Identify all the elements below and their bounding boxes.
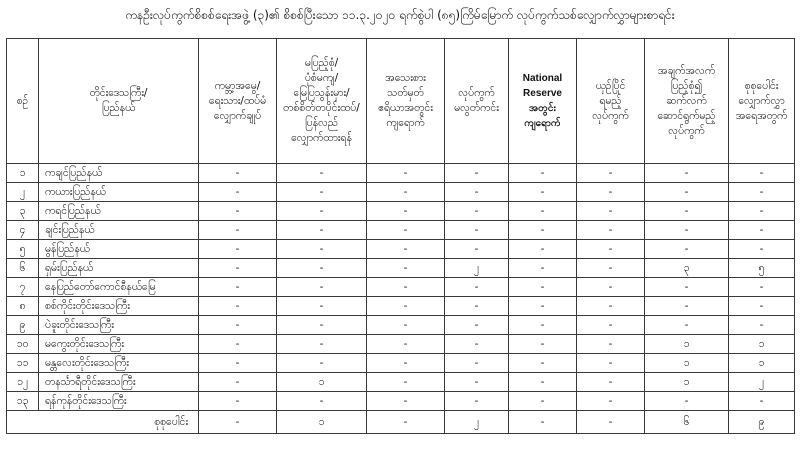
region-name-cell: ပဲခူးတိုင်းဒေသကြီး [39, 316, 199, 335]
value-cell: - [509, 202, 577, 221]
value-cell: - [445, 278, 509, 297]
value-cell: - [367, 240, 445, 259]
table-row [7, 240, 795, 259]
value-cell: - [445, 240, 509, 259]
header-row [7, 39, 795, 164]
region-name-cell: ကရင်ပြည်နယ် [39, 202, 199, 221]
value-cell: - [729, 240, 795, 259]
value-cell: ၃ [645, 259, 729, 278]
value-cell: - [199, 221, 277, 240]
table-row [7, 335, 795, 354]
value-cell: - [729, 202, 795, 221]
table-row [7, 221, 795, 240]
table-row [7, 164, 795, 183]
total-value-cell: ၂ [445, 411, 509, 434]
row-number-cell: ၁ [7, 164, 39, 183]
value-cell: - [199, 335, 277, 354]
value-cell: ၁ [277, 373, 367, 392]
region-name-cell: ချင်းပြည်နယ် [39, 221, 199, 240]
value-cell: - [577, 354, 645, 373]
value-cell: ၂ [729, 373, 795, 392]
value-cell: - [445, 316, 509, 335]
header-region: တိုင်းဒေသကြီး/ ပြည်နယ် [39, 39, 199, 164]
row-number-cell: ၃ [7, 202, 39, 221]
total-label-cell: စုစုပေါင်း [7, 411, 199, 434]
value-cell: - [199, 373, 277, 392]
header-heritage: ကမ္ဘာ့အမွေ/ ရေးသား/ထပ်မံ လျှောက်ချုပ် [199, 39, 277, 164]
value-cell: - [645, 183, 729, 202]
header-competitive: ယှဉ်ပြိုင် ရမည့် လုပ်ကွက် [577, 39, 645, 164]
value-cell: - [367, 164, 445, 183]
row-number-cell: ၅ [7, 240, 39, 259]
value-cell: - [729, 316, 795, 335]
value-cell: - [645, 221, 729, 240]
table-row [7, 354, 795, 373]
value-cell: - [577, 335, 645, 354]
region-name-cell: မွန်ပြည်နယ် [39, 240, 199, 259]
value-cell: - [199, 392, 277, 411]
table-row [7, 373, 795, 392]
value-cell: - [577, 202, 645, 221]
value-cell: - [199, 278, 277, 297]
value-cell: - [277, 354, 367, 373]
row-number-cell: ၂ [7, 183, 39, 202]
row-number-cell: ၈ [7, 297, 39, 316]
value-cell: - [577, 164, 645, 183]
value-cell: ၁ [645, 335, 729, 354]
header-proceed: အချက်အလက် ပြည့်စုံ၍ ဆက်လက် ဆောင်ရွက်မည့် လုပ်ကွက် [645, 39, 729, 164]
value-cell: - [445, 202, 509, 221]
total-value-cell: - [509, 411, 577, 434]
value-cell: - [509, 183, 577, 202]
value-cell: - [277, 183, 367, 202]
value-cell: - [577, 316, 645, 335]
value-cell: - [509, 259, 577, 278]
value-cell: - [645, 297, 729, 316]
region-name-cell: ကချင်ပြည်နယ် [39, 164, 199, 183]
value-cell: - [445, 354, 509, 373]
value-cell: - [509, 297, 577, 316]
total-value-cell: - [367, 411, 445, 434]
value-cell: - [199, 297, 277, 316]
table-row [7, 259, 795, 278]
value-cell: - [509, 373, 577, 392]
value-cell: - [509, 221, 577, 240]
value-cell: - [445, 335, 509, 354]
value-cell: - [645, 392, 729, 411]
table-row [7, 392, 795, 411]
region-name-cell: မကွေးတိုင်းဒေသကြီး [39, 335, 199, 354]
value-cell: - [509, 278, 577, 297]
value-cell: - [199, 316, 277, 335]
value-cell: - [367, 373, 445, 392]
value-cell: - [277, 316, 367, 335]
value-cell: - [577, 259, 645, 278]
total-value-cell: ၉ [729, 411, 795, 434]
region-name-cell: ရှမ်းပြည်နယ် [39, 259, 199, 278]
value-cell: - [277, 164, 367, 183]
value-cell: - [645, 316, 729, 335]
row-number-cell: ၁၂ [7, 373, 39, 392]
value-cell: - [509, 316, 577, 335]
region-name-cell: မန္တလေးတိုင်းဒေသကြီး [39, 354, 199, 373]
value-cell: ၅ [729, 259, 795, 278]
value-cell: - [509, 240, 577, 259]
value-cell: - [509, 392, 577, 411]
value-cell: - [367, 221, 445, 240]
page-title: ကနဦးလုပ်ကွက်စိစစ်ရေးအဖွဲ့ (၃)၏ စိစစ်ပြီးသော ၁၁.၃.၂၀၂၀ ရက်စွဲပါ (၈၅)ကြိမ်မြောက် လုပ်ကွက်သစ်လျှောက်လွှာများစာရင်း [125, 8, 675, 22]
row-number-cell: ၁၀ [7, 335, 39, 354]
value-cell: - [367, 335, 445, 354]
value-cell: - [445, 183, 509, 202]
value-cell: - [445, 221, 509, 240]
value-cell: - [445, 392, 509, 411]
value-cell: - [729, 183, 795, 202]
value-cell: - [277, 240, 367, 259]
value-cell: ၁ [729, 335, 795, 354]
value-cell: - [199, 354, 277, 373]
row-number-cell: ၆ [7, 259, 39, 278]
value-cell: - [199, 202, 277, 221]
value-cell: - [277, 392, 367, 411]
row-number-cell: ၁၃ [7, 392, 39, 411]
header-incomplete: မပြည့်စုံ/ ပုံစံမကျ/ မြေပြသွန်းမှား/ တစ်စိတ်တပိုင်းထပ်/ ပြန်လည် လျှောက်ထားရန် [277, 39, 367, 164]
region-name-cell: ရန်ကုန်တိုင်းဒေသကြီး [39, 392, 199, 411]
value-cell: - [367, 202, 445, 221]
value-cell: - [577, 373, 645, 392]
value-cell: - [729, 297, 795, 316]
row-number-cell: ၄ [7, 221, 39, 240]
value-cell: - [645, 240, 729, 259]
value-cell: ၁ [645, 354, 729, 373]
value-cell: - [277, 259, 367, 278]
header-small-scale-area: အသေးစား သတ်မှတ် ဧရိယာအတွင်း ကျရောက် [367, 39, 445, 164]
total-value-cell: ၆ [645, 411, 729, 434]
value-cell: - [577, 297, 645, 316]
value-cell: - [277, 297, 367, 316]
value-cell: - [645, 202, 729, 221]
total-value-cell: ၁ [277, 411, 367, 434]
table-row [7, 316, 795, 335]
value-cell: - [445, 373, 509, 392]
value-cell: - [199, 164, 277, 183]
value-cell: - [509, 164, 577, 183]
header-no: စဉ် [7, 39, 39, 164]
value-cell: - [729, 221, 795, 240]
value-cell: - [367, 316, 445, 335]
value-cell: - [645, 278, 729, 297]
value-cell: - [367, 183, 445, 202]
header-not-free: လုပ်ကွက် မလွတ်ကင်း [445, 39, 509, 164]
row-number-cell: ၉ [7, 316, 39, 335]
total-value-cell: - [199, 411, 277, 434]
value-cell: - [577, 240, 645, 259]
table-row [7, 202, 795, 221]
region-name-cell: နေပြည်တော်ကောင်စီနယ်မြေ [39, 278, 199, 297]
value-cell: - [509, 335, 577, 354]
value-cell: - [367, 297, 445, 316]
value-cell: - [445, 164, 509, 183]
value-cell: - [577, 183, 645, 202]
header-national-reserve: National Reserve အတွင်း ကျရောက် [509, 39, 577, 164]
table-row [7, 297, 795, 316]
value-cell: - [577, 278, 645, 297]
value-cell: - [577, 392, 645, 411]
value-cell: - [367, 392, 445, 411]
summary-table [6, 38, 795, 434]
value-cell: ၂ [445, 259, 509, 278]
region-name-cell: တနင်္သာရီတိုင်းဒေသကြီး [39, 373, 199, 392]
row-number-cell: ၁၁ [7, 354, 39, 373]
value-cell: - [729, 164, 795, 183]
value-cell: - [199, 183, 277, 202]
region-name-cell: ကယားပြည်နယ် [39, 183, 199, 202]
value-cell: - [729, 278, 795, 297]
value-cell: - [729, 392, 795, 411]
value-cell: - [577, 221, 645, 240]
total-value-cell: - [577, 411, 645, 434]
table-row [7, 278, 795, 297]
value-cell: - [367, 354, 445, 373]
value-cell: - [199, 259, 277, 278]
row-number-cell: ၇ [7, 278, 39, 297]
region-name-cell: စစ်ကိုင်းတိုင်းဒေသကြီး [39, 297, 199, 316]
value-cell: - [645, 164, 729, 183]
value-cell: - [277, 335, 367, 354]
value-cell: - [277, 278, 367, 297]
value-cell: ၁ [645, 373, 729, 392]
value-cell: - [367, 278, 445, 297]
value-cell: - [277, 202, 367, 221]
value-cell: ၁ [729, 354, 795, 373]
value-cell: - [445, 297, 509, 316]
value-cell: - [199, 240, 277, 259]
table-row [7, 183, 795, 202]
value-cell: - [277, 221, 367, 240]
header-total-applications: စုစုပေါင်း လျှောက်လွှာ အရေအတွက် [729, 39, 795, 164]
value-cell: - [509, 354, 577, 373]
total-row [7, 411, 795, 434]
value-cell: - [367, 259, 445, 278]
